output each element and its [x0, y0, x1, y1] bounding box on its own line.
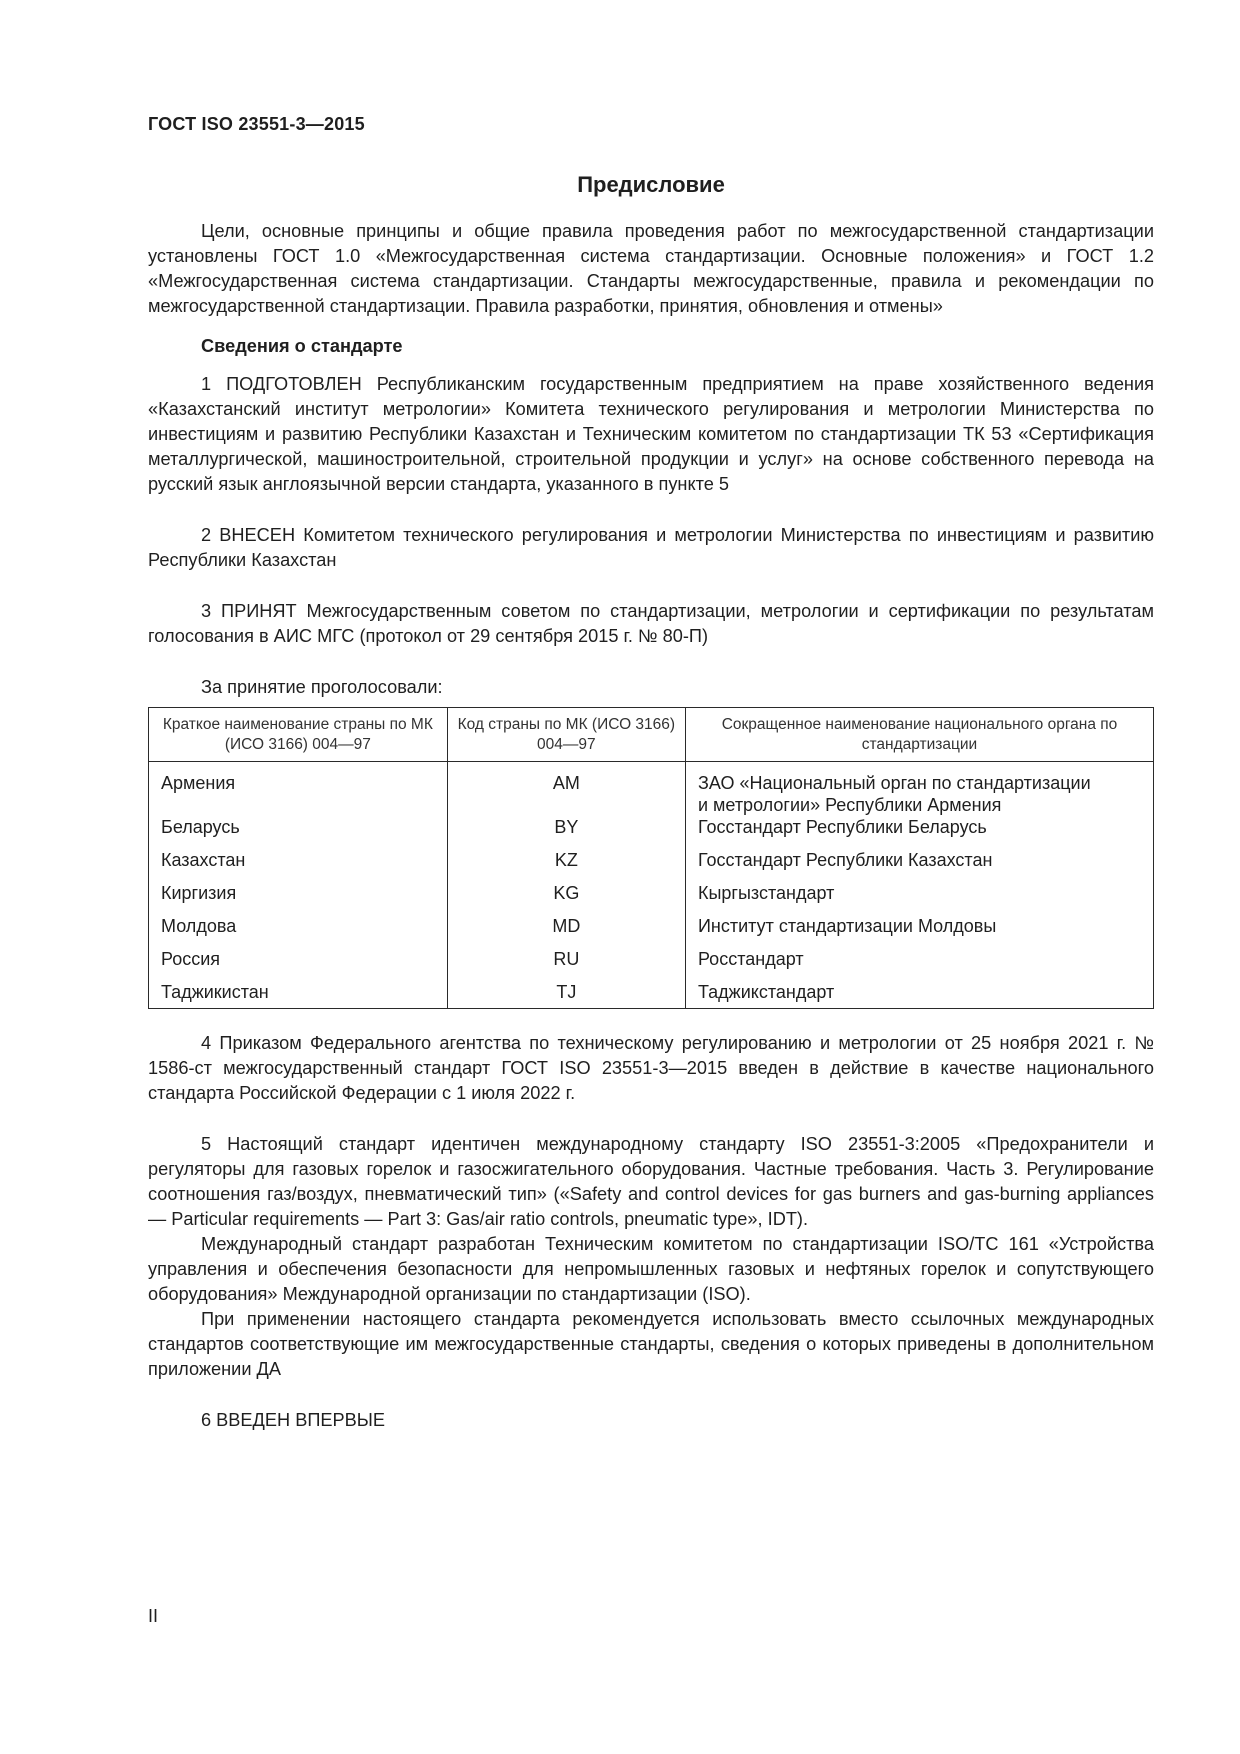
- cell-country: Казахстан: [149, 849, 448, 882]
- item-2-submitted: 2 ВНЕСЕН Комитетом технического регулирования и метрологии Министерства по инвестициям и развитию Республики Казахстан: [148, 525, 1154, 570]
- col-header-code: Код страны по МК (ИСО 3166) 004—97: [447, 708, 685, 762]
- cell-code: TJ: [447, 981, 685, 1009]
- item-5-identical: 5 Настоящий стандарт идентичен международному стандарту ISO 23551-3:2005 «Предохранители и регуляторы для газовых горелок и газосжигательного оборудования. Частные требования. Часть 3. Регулирование соотношения газ/воздух, пневматический тип» («Safety and control devices for gas burners and gas-burning appliances — Particular requirements — Part 3: Gas/air ratio controls, pneumatic type», IDT).: [148, 1134, 1154, 1229]
- cell-body: Таджикстандарт: [685, 981, 1153, 1009]
- cell-body: Госстандарт Республики Беларусь: [685, 816, 1153, 849]
- table-row: [149, 915, 1154, 948]
- item-6-introduced: 6 ВВЕДЕН ВПЕРВЫЕ: [201, 1410, 386, 1430]
- item-3-adopted: 3 ПРИНЯТ Межгосударственным советом по стандартизации, метрологии и сертификации по результатам голосования в АИС МГС (протокол от 29 сентября 2015 г. № 80-П): [148, 601, 1154, 646]
- cell-country: Молдова: [149, 915, 448, 948]
- cell-country: Таджикистан: [149, 981, 448, 1009]
- col-header-country: Краткое наименование страны по МК (ИСО 3166) 004—97: [149, 708, 448, 762]
- document-page: [148, 0, 1154, 1754]
- item-5-developer: Международный стандарт разработан Техническим комитетом по стандартизации ISO/TC 161 «Устройства управления и обеспечения безопасности для непромышленных газовых и нефтяных горелок и сопутствующего оборудования» Международной организации по стандартизации (ISO).: [148, 1234, 1154, 1304]
- intro-paragraph: Цели, основные принципы и общие правила проведения работ по межгосударственной стандартизации установлены ГОСТ 1.0 «Межгосударственная система стандартизации. Основные положения» и ГОСТ 1.2 «Межгосударственная система стандартизации. Стандарты межгосударственные, правила и рекомендации по межгосударственной стандартизации. Правила разработки, принятия, обновления и отмены»: [148, 221, 1154, 316]
- voting-table: [148, 707, 1154, 1009]
- cell-country: Беларусь: [149, 816, 448, 849]
- table-row: [149, 816, 1154, 849]
- vote-label: За принятие проголосовали:: [201, 677, 443, 697]
- col-header-body: Сокращенное наименование национального органа по стандартизации: [685, 708, 1153, 762]
- item-4-order: 4 Приказом Федерального агентства по техническому регулированию и метрологии от 25 ноября 2021 г. № 1586-ст межгосударственный стандарт ГОСТ ISO 23551-3—2015 введен в действие в качестве национального стандарта Российской Федерации с 1 июля 2022 г.: [148, 1033, 1154, 1103]
- cell-body: Госстандарт Республики Казахстан: [685, 849, 1153, 882]
- table-header-row: [149, 708, 1154, 762]
- cell-country: Армения: [149, 762, 448, 817]
- cell-body: Кыргызстандарт: [685, 882, 1153, 915]
- item-5-application: При применении настоящего стандарта рекомендуется использовать вместо ссылочных международных стандартов соответствующие им межгосударственные стандарты, сведения о которых приведены в дополнительном приложении ДА: [148, 1309, 1154, 1379]
- cell-body: Институт стандартизации Молдовы: [685, 915, 1153, 948]
- document-id-header: ГОСТ ISO 23551-3—2015: [148, 114, 365, 134]
- cell-code: AM: [447, 762, 685, 817]
- item-1-prepared: 1 ПОДГОТОВЛЕН Республиканским государственным предприятием на праве хозяйственного ведения «Казахстанский институт метрологии» Комитета технического регулирования и метрологии Министерства по инвестициям и развитию Республики Казахстан и Техническим комитетом по стандартизации ТК 53 «Сертификация металлургической, машиностроительной, строительной продукции и услуг» на основе собственного перевода на русский язык англоязычной версии стандарта, указанного в пункте 5: [148, 374, 1154, 494]
- page-title: Предисловие: [577, 172, 725, 197]
- cell-code: KZ: [447, 849, 685, 882]
- document-body: [148, 219, 1154, 1433]
- table-row: [149, 882, 1154, 915]
- cell-code: BY: [447, 816, 685, 849]
- cell-body: [685, 762, 1153, 817]
- table-row: [149, 948, 1154, 981]
- cell-code: RU: [447, 948, 685, 981]
- cell-country: Россия: [149, 948, 448, 981]
- cell-body: Росстандарт: [685, 948, 1153, 981]
- cell-body-line: ЗАО «Национальный орган по стандартизации: [697, 773, 1091, 793]
- cell-body-line: и метрологии» Республики Армения: [697, 795, 1002, 815]
- table-row: [149, 849, 1154, 882]
- cell-code: MD: [447, 915, 685, 948]
- table-row: [149, 762, 1154, 817]
- table-row: [149, 981, 1154, 1009]
- cell-code: KG: [447, 882, 685, 915]
- page-number: II: [148, 1606, 159, 1626]
- cell-country: Киргизия: [149, 882, 448, 915]
- section-subheading: Сведения о стандарте: [201, 336, 403, 356]
